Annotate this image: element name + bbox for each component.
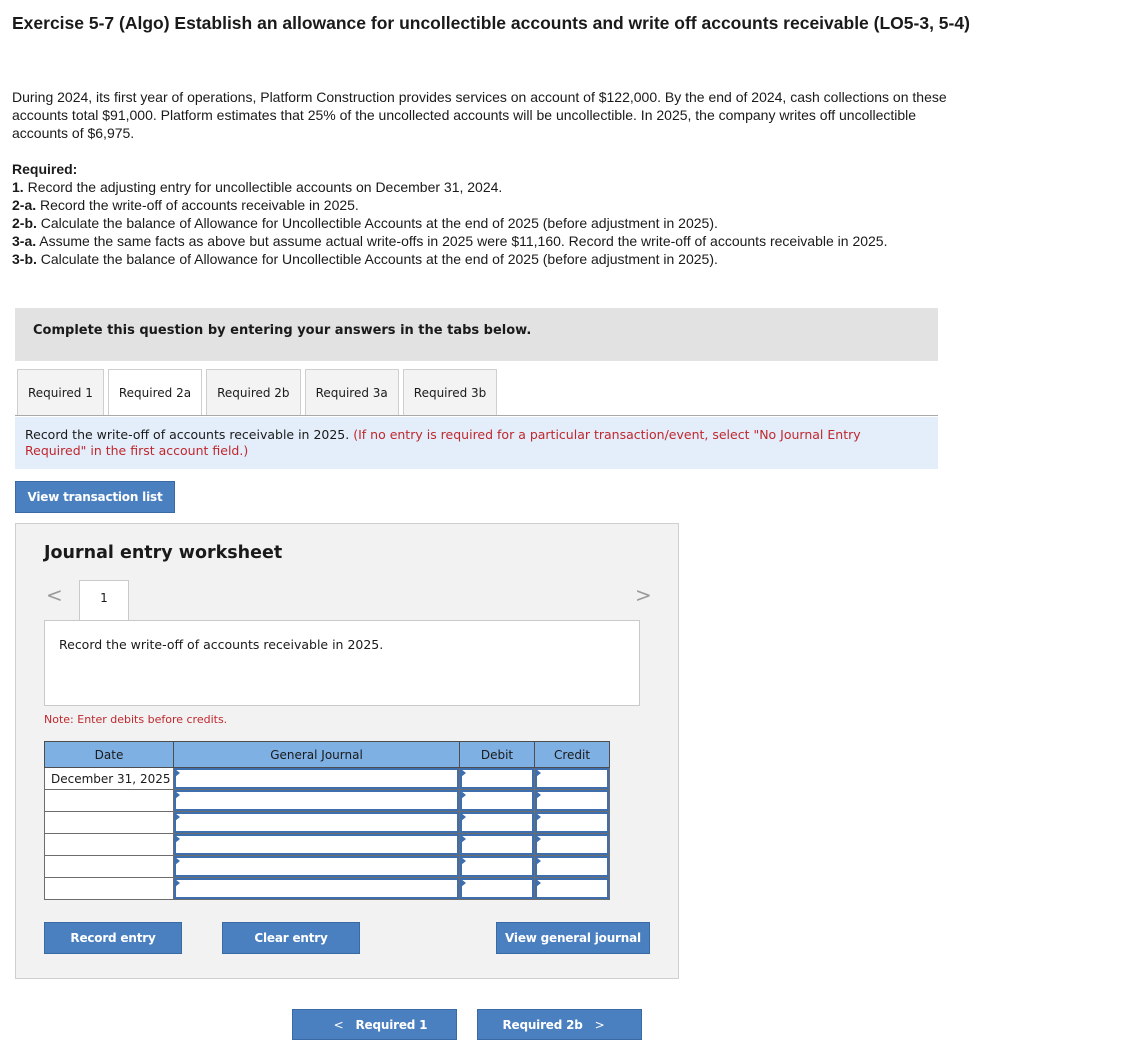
instruction-hint: (If no entry is required for a particular transaction/event, select "No Journal Entry Required" in the first account field.) bbox=[25, 427, 861, 458]
account-select[interactable] bbox=[174, 856, 460, 878]
debit-input[interactable] bbox=[460, 790, 535, 812]
date-cell: December 31, 2025 bbox=[45, 768, 174, 790]
required-item-1: 1. Record the adjusting entry for uncollectible accounts on December 31, 2024. bbox=[12, 179, 503, 195]
debit-input[interactable] bbox=[460, 768, 535, 790]
dropdown-indicator-icon bbox=[461, 879, 466, 887]
dropdown-indicator-icon bbox=[461, 857, 466, 865]
tab-required-2a[interactable]: Required 2a bbox=[108, 369, 202, 416]
table-row bbox=[45, 768, 610, 790]
instruction-text: Record the write-off of accounts receivable in 2025. bbox=[25, 427, 350, 442]
credit-input[interactable] bbox=[535, 790, 610, 812]
chevron-left-icon: < bbox=[333, 1017, 344, 1032]
account-select[interactable] bbox=[174, 768, 460, 790]
dropdown-indicator-icon bbox=[175, 813, 180, 821]
tab-required-3a[interactable]: Required 3a bbox=[305, 369, 399, 416]
col-debit-header: Debit bbox=[460, 742, 535, 768]
next-required-button[interactable] bbox=[477, 1009, 642, 1040]
table-row bbox=[45, 790, 610, 812]
date-cell bbox=[45, 812, 174, 834]
debit-input[interactable] bbox=[460, 812, 535, 834]
worksheet-title: Journal entry worksheet bbox=[44, 543, 283, 563]
dropdown-indicator-icon bbox=[536, 791, 541, 799]
account-select[interactable] bbox=[174, 790, 460, 812]
date-cell bbox=[45, 856, 174, 878]
date-cell bbox=[45, 878, 174, 900]
required-tabs bbox=[17, 369, 501, 416]
credit-input[interactable] bbox=[535, 878, 610, 900]
table-row bbox=[45, 834, 610, 856]
required-item-2b: 2-b. Calculate the balance of Allowance for Uncollectible Accounts at the end of 2025 (before adjustment in 2025). bbox=[12, 215, 718, 231]
account-select[interactable] bbox=[174, 878, 460, 900]
credit-input[interactable] bbox=[535, 812, 610, 834]
debit-input[interactable] bbox=[460, 856, 535, 878]
date-cell bbox=[45, 790, 174, 812]
dropdown-indicator-icon bbox=[536, 857, 541, 865]
dropdown-indicator-icon bbox=[461, 835, 466, 843]
dropdown-indicator-icon bbox=[536, 879, 541, 887]
journal-table bbox=[44, 741, 610, 900]
col-date-header: Date bbox=[45, 742, 174, 768]
tab-required-1[interactable]: Required 1 bbox=[17, 369, 104, 416]
required-header: Required: bbox=[12, 161, 78, 177]
table-row bbox=[45, 812, 610, 834]
account-select[interactable] bbox=[174, 812, 460, 834]
debit-input[interactable] bbox=[460, 834, 535, 856]
view-transaction-list-button[interactable]: View transaction list bbox=[15, 481, 175, 513]
required-item-3a: 3-a. Assume the same facts as above but assume actual write-offs in 2025 were $11,160. Record the write-off of accounts receivable in 2025. bbox=[12, 233, 888, 249]
dropdown-indicator-icon bbox=[536, 769, 541, 777]
debit-credit-note: Note: Enter debits before credits. bbox=[44, 713, 228, 726]
col-credit-header: Credit bbox=[535, 742, 610, 768]
tab-required-3b[interactable]: Required 3b bbox=[403, 369, 497, 416]
entry-tab-1[interactable]: 1 bbox=[79, 580, 129, 622]
clear-entry-button[interactable]: Clear entry bbox=[222, 922, 360, 954]
instructions-banner: Complete this question by entering your answers in the tabs below. bbox=[15, 308, 938, 361]
required-item-3b: 3-b. Calculate the balance of Allowance for Uncollectible Accounts at the end of 2025 (before adjustment in 2025). bbox=[12, 251, 718, 267]
dropdown-indicator-icon bbox=[461, 769, 466, 777]
debit-input[interactable] bbox=[460, 878, 535, 900]
prev-required-button[interactable] bbox=[292, 1009, 457, 1040]
account-select[interactable] bbox=[174, 834, 460, 856]
dropdown-indicator-icon bbox=[175, 879, 180, 887]
required-item-2a: 2-a. Record the write-off of accounts receivable in 2025. bbox=[12, 197, 359, 213]
dropdown-indicator-icon bbox=[175, 769, 180, 777]
record-entry-button[interactable]: Record entry bbox=[44, 922, 182, 954]
credit-input[interactable] bbox=[535, 856, 610, 878]
table-row bbox=[45, 878, 610, 900]
dropdown-indicator-icon bbox=[461, 791, 466, 799]
dropdown-indicator-icon bbox=[461, 813, 466, 821]
col-general-journal-header: General Journal bbox=[174, 742, 460, 768]
prev-required-label: Required 1 bbox=[355, 1017, 428, 1032]
dropdown-indicator-icon bbox=[175, 791, 180, 799]
entry-description: Record the write-off of accounts receivable in 2025. bbox=[44, 620, 640, 706]
tab-required-2b[interactable]: Required 2b bbox=[206, 369, 300, 416]
credit-input[interactable] bbox=[535, 768, 610, 790]
view-general-journal-button[interactable]: View general journal bbox=[496, 922, 650, 954]
next-entry-arrow-icon[interactable]: > bbox=[635, 583, 652, 607]
chevron-right-icon: > bbox=[594, 1017, 605, 1032]
dropdown-indicator-icon bbox=[175, 835, 180, 843]
dropdown-indicator-icon bbox=[536, 813, 541, 821]
prev-entry-arrow-icon[interactable]: < bbox=[46, 583, 63, 607]
tab-instruction bbox=[15, 417, 938, 469]
exercise-title: Exercise 5-7 (Algo) Establish an allowance for uncollectible accounts and write off accounts receivable (LO5-3, 5-4) bbox=[12, 13, 970, 33]
dropdown-indicator-icon bbox=[536, 835, 541, 843]
credit-input[interactable] bbox=[535, 834, 610, 856]
next-required-label: Required 2b bbox=[502, 1017, 583, 1032]
required-list bbox=[12, 160, 972, 268]
problem-description: During 2024, its first year of operations, Platform Construction provides services on account of $122,000. By the end of 2024, cash collections on these accounts total $91,000. Platform estimates that 25% of the uncollected accounts will be uncollectible. In 2025, the company writes off uncollectible accounts of $6,975. bbox=[12, 89, 947, 141]
dropdown-indicator-icon bbox=[175, 857, 180, 865]
date-cell bbox=[45, 834, 174, 856]
tab-divider bbox=[15, 415, 938, 416]
table-row bbox=[45, 856, 610, 878]
